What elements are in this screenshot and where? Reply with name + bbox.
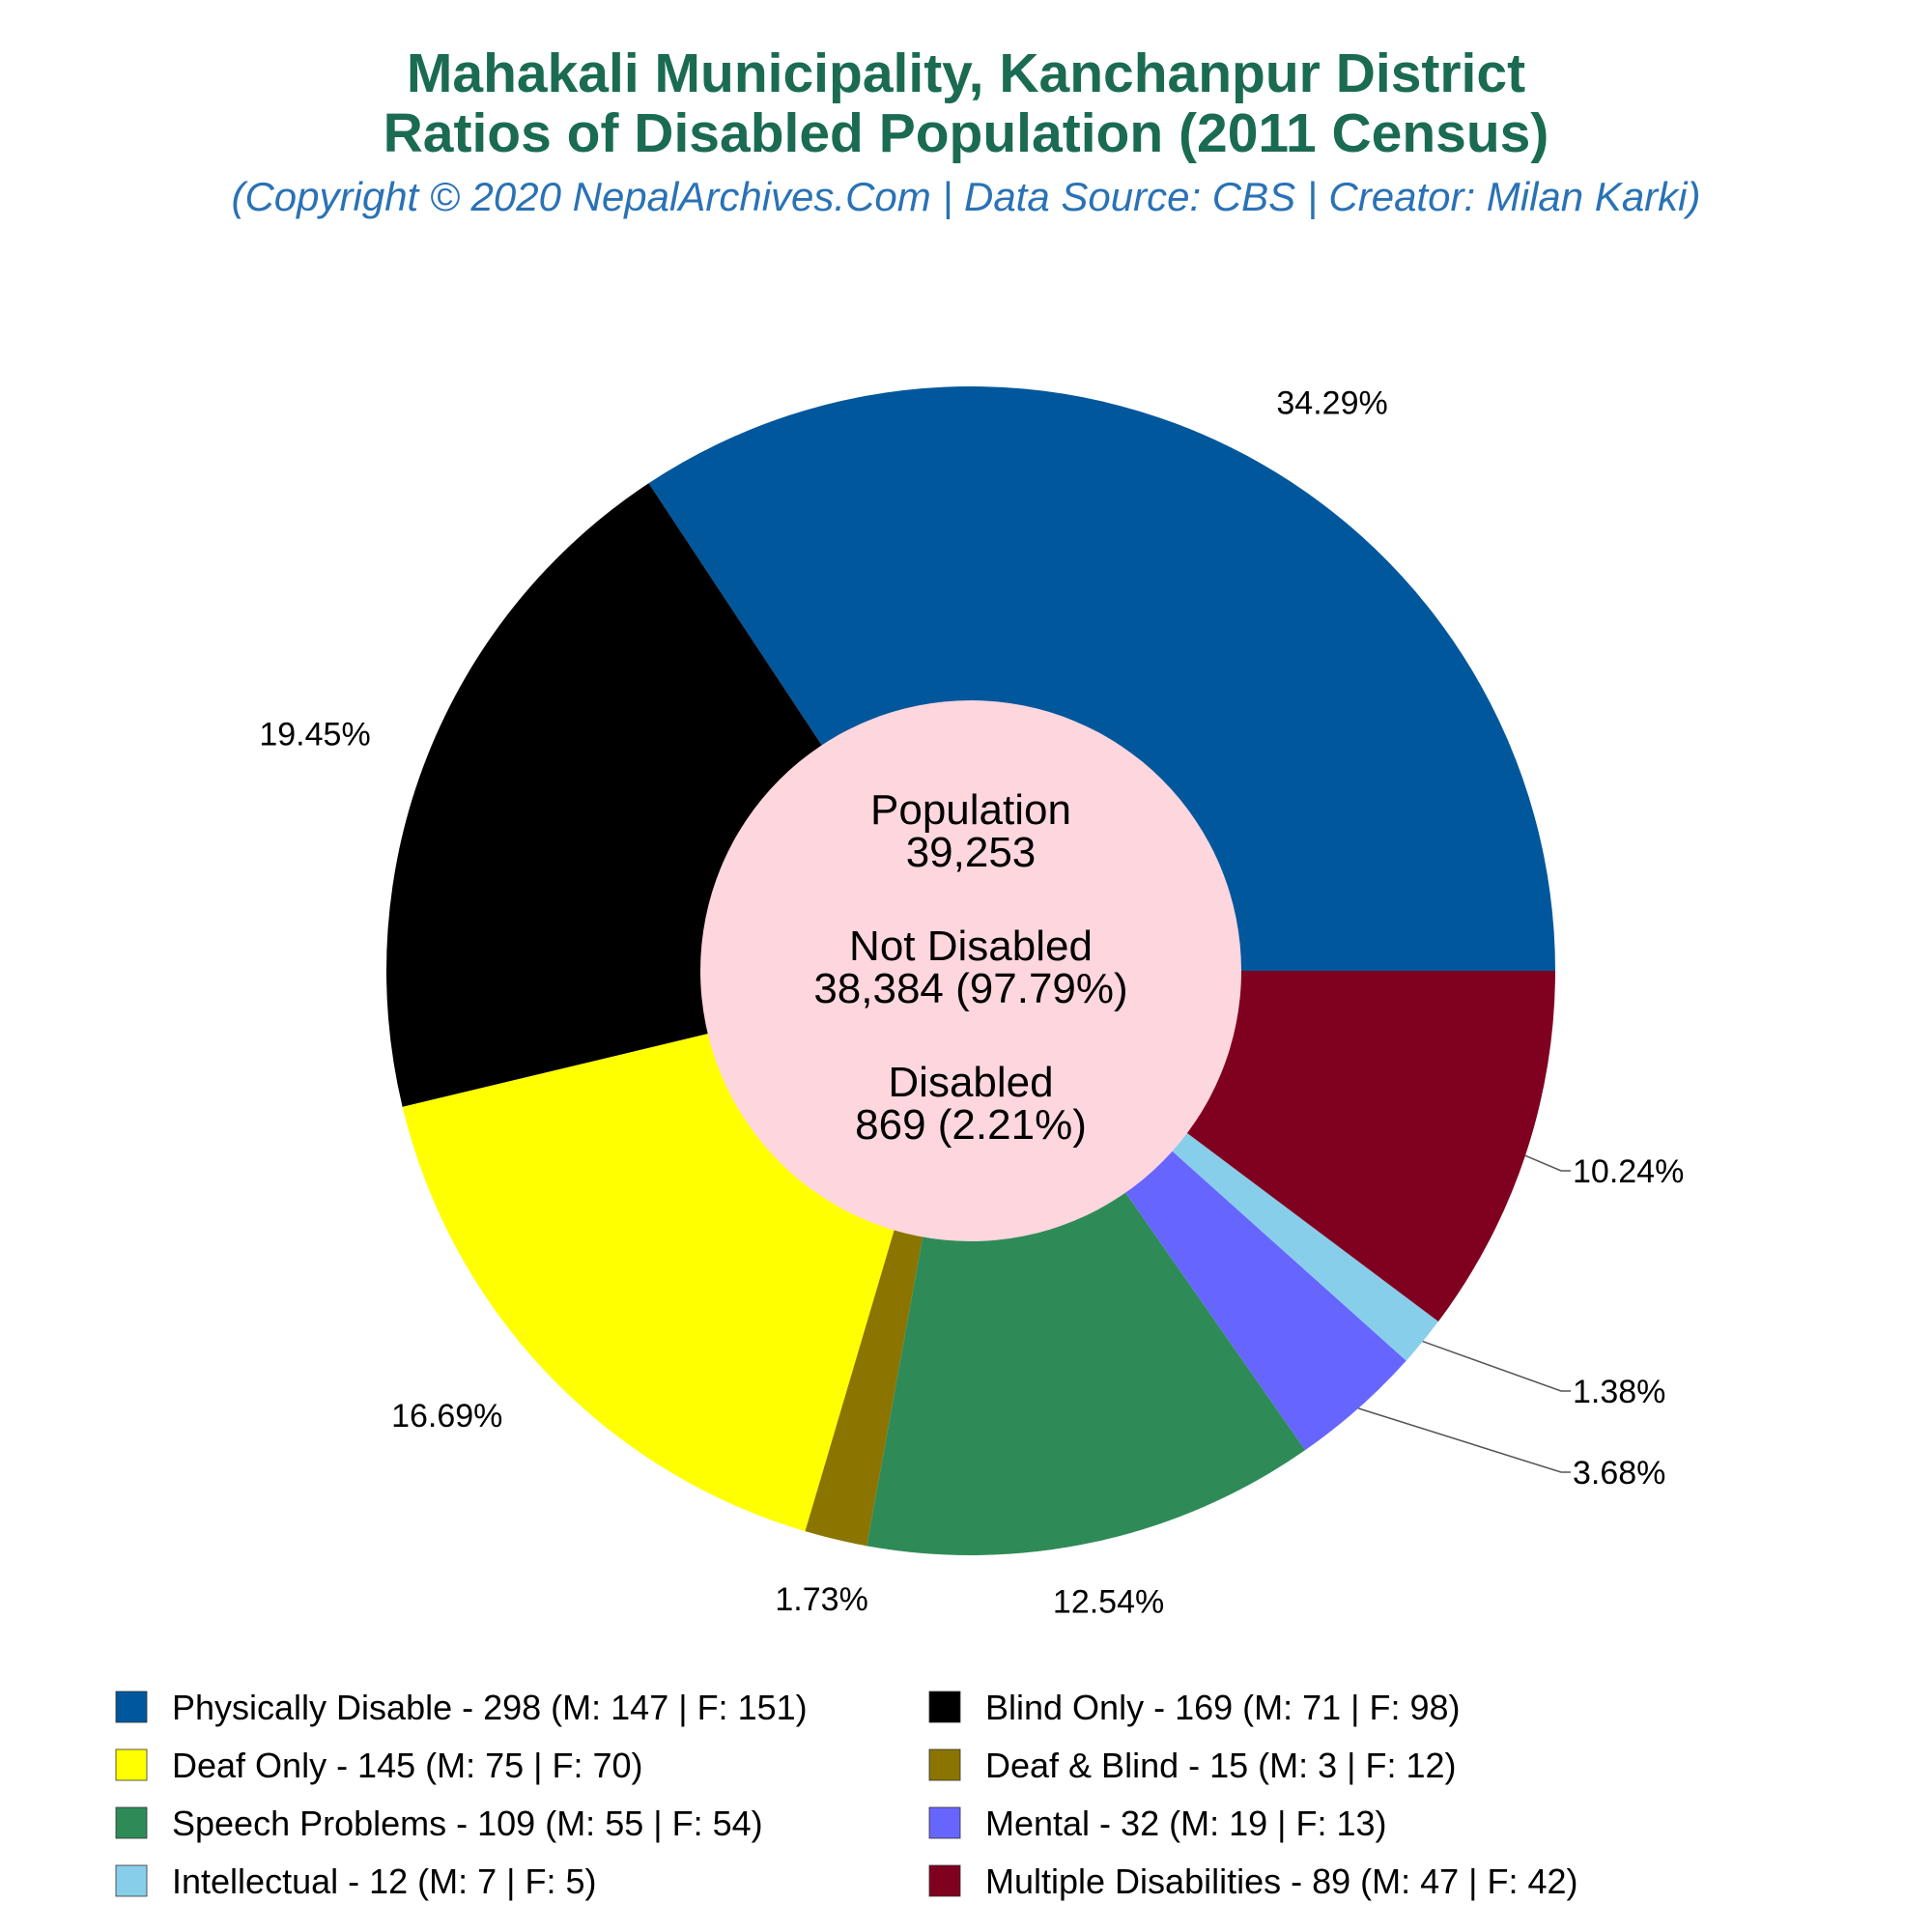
center-disabled-value: 869 (2.21%): [855, 1101, 1087, 1149]
legend-swatch-physically-disable: [116, 1691, 147, 1722]
legend-label-physically-disable: Physically Disable - 298 (M: 147 | F: 151): [172, 1688, 808, 1727]
chart-title-line-2: Ratios of Disabled Population (2011 Census): [383, 102, 1549, 164]
center-not-disabled-value: 38,384 (97.79%): [813, 965, 1128, 1012]
legend-label-speech-problems: Speech Problems - 109 (M: 55 | F: 54): [172, 1804, 763, 1843]
legend-label-deaf-only: Deaf Only - 145 (M: 75 | F: 70): [172, 1746, 643, 1785]
chart-header: [231, 43, 1700, 220]
legend-swatch-deaf-only: [116, 1749, 147, 1780]
legend-item-deaf-and-blind: [929, 1746, 1457, 1785]
legend-swatch-mental: [929, 1807, 960, 1838]
legend-label-blind-only: Blind Only - 169 (M: 71 | F: 98): [985, 1688, 1461, 1727]
center-disabled-label: Disabled: [888, 1059, 1054, 1106]
legend-label-multiple-disabilities: Multiple Disabilities - 89 (M: 47 | F: 42): [985, 1861, 1578, 1901]
chart-subtitle: (Copyright © 2020 NepalArchives.Com | Data Source: CBS | Creator: Milan Karki): [231, 174, 1701, 219]
center-not-disabled-label: Not Disabled: [849, 923, 1093, 970]
legend-swatch-deaf-and-blind: [929, 1749, 960, 1780]
leader-line-multiple-disabilities: [1525, 1155, 1571, 1171]
legend-item-physically-disable: [116, 1688, 808, 1727]
percent-label-mental: 3.68%: [1573, 1455, 1666, 1492]
legend-swatch-intellectual: [116, 1865, 147, 1896]
leader-line-mental: [1358, 1408, 1571, 1472]
percent-label-deaf-and-blind: 1.73%: [775, 1580, 868, 1618]
percent-label-deaf-only: 16.69%: [391, 1397, 503, 1435]
percent-label-intellectual: 1.38%: [1573, 1374, 1666, 1410]
center-population-value: 39,253: [905, 829, 1037, 876]
legend: [116, 1688, 1578, 1901]
legend-item-speech-problems: [116, 1804, 763, 1843]
legend-label-intellectual: Intellectual - 12 (M: 7 | F: 5): [172, 1861, 597, 1901]
legend-item-deaf-only: [116, 1746, 643, 1785]
legend-item-mental: [929, 1804, 1387, 1843]
legend-item-multiple-disabilities: [929, 1861, 1578, 1901]
chart-title-line-1: Mahakali Municipality, Kanchanpur District: [406, 43, 1526, 104]
percent-label-physically-disable: 34.29%: [1276, 384, 1388, 422]
legend-swatch-multiple-disabilities: [929, 1865, 960, 1896]
legend-swatch-speech-problems: [116, 1807, 147, 1838]
percent-label-speech-problems: 12.54%: [1052, 1583, 1165, 1621]
percent-label-blind-only: 19.45%: [259, 716, 371, 753]
leader-line-intellectual: [1423, 1342, 1571, 1391]
legend-item-blind-only: [929, 1688, 1461, 1727]
legend-swatch-blind-only: [929, 1691, 960, 1722]
percent-label-multiple-disabilities: 10.24%: [1573, 1153, 1685, 1190]
legend-item-intellectual: [116, 1861, 597, 1901]
legend-label-mental: Mental - 32 (M: 19 | F: 13): [985, 1804, 1387, 1843]
center-population-label: Population: [870, 786, 1071, 834]
legend-label-deaf-and-blind: Deaf & Blind - 15 (M: 3 | F: 12): [985, 1746, 1457, 1785]
